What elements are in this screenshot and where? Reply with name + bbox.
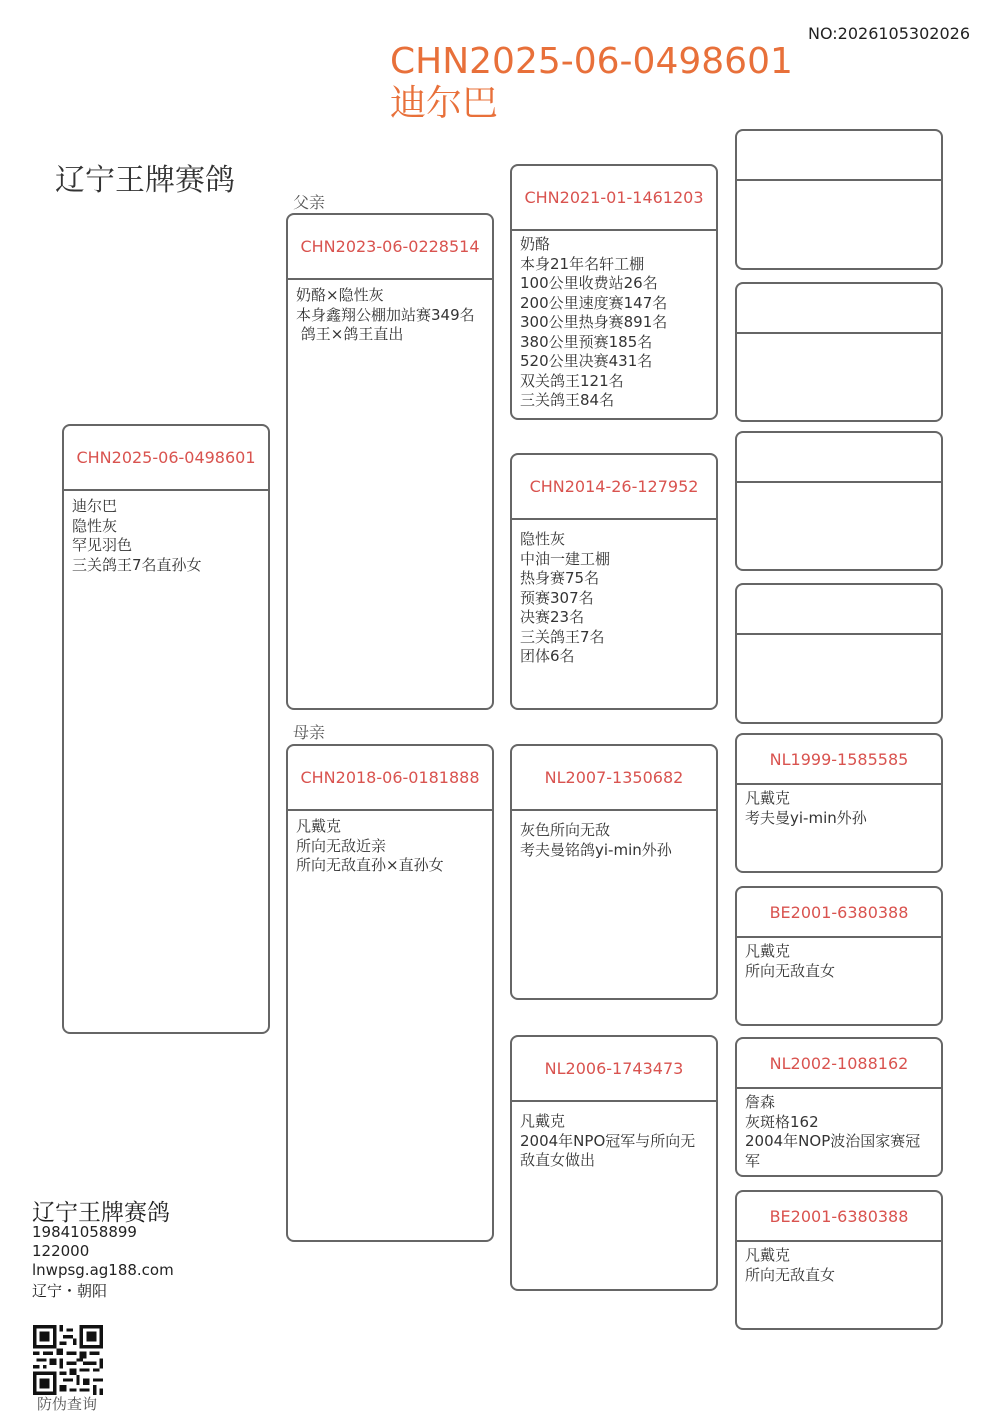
ring-number: CHN2018-06-0181888 (288, 746, 492, 811)
subject-name: 迪尔巴 (390, 83, 499, 124)
ring-number (737, 585, 941, 635)
ring-number: CHN2021-01-1461203 (512, 166, 716, 231)
card-notes: 凡戴克 所向无敌近亲 所向无敌直孙×直孙女 (296, 817, 444, 874)
ring-number: CHN2014-26-127952 (512, 455, 716, 520)
pedigree-card-sire (286, 213, 494, 710)
card-notes (737, 635, 941, 647)
pedigree-card-gen4-3 (735, 431, 943, 571)
footer-brand: 辽宁王牌赛鸽 (32, 1200, 170, 1226)
ring-number (737, 433, 941, 483)
footer-website[interactable]: lnwpsg.ag188.com (32, 1261, 174, 1279)
pedigree-card-dam-sire (510, 744, 718, 1000)
pedigree-card-gen4-5 (735, 733, 943, 873)
ring-number (737, 284, 941, 334)
pedigree-card-gen4-7 (735, 1037, 943, 1177)
pedigree-card-dam (286, 744, 494, 1242)
card-notes (737, 181, 941, 193)
card-notes: 詹森 灰斑格162 2004年NOP波治国家赛冠军 (745, 1093, 921, 1170)
card-notes: 奶酪 本身21年名轩工棚 100公里收费站26名 200公里速度赛147名 300公里热身赛891名 380公里预赛185名 520公里决赛431名 双关鸽王121名 三关鸽王84名 (520, 235, 668, 409)
footer-phone: 19841058899 (32, 1223, 137, 1241)
qr-caption: 防伪查询 (37, 1395, 98, 1413)
pedigree-card-dam-dam (510, 1035, 718, 1291)
pedigree-card-gen4-4 (735, 583, 943, 724)
document-number: NO:2026105302026 (807, 24, 970, 43)
card-notes (737, 334, 941, 346)
card-notes: 凡戴克 2004年NPO冠军与所向无敌直女做出 (520, 1112, 696, 1169)
ring-number (737, 131, 941, 181)
card-notes: 凡戴克 所向无敌直女 (745, 1246, 836, 1284)
pedigree-card-gen4-2 (735, 282, 943, 422)
ring-number: NL1999-1585585 (737, 735, 941, 785)
ring-number: CHN2023-06-0228514 (288, 215, 492, 280)
card-notes: 隐性灰 中油一建工棚 热身赛75名 预赛307名 决赛23名 三关鸽王7名 团体6名 (520, 530, 611, 665)
ring-number: NL2006-1743473 (512, 1037, 716, 1102)
pedigree-card-gen4-1 (735, 129, 943, 270)
footer-postcode: 122000 (32, 1242, 90, 1260)
subject-ring-number: CHN2025-06-0498601 (390, 41, 793, 82)
mother-label: 母亲 (293, 723, 326, 742)
ring-number: BE2001-6380388 (737, 888, 941, 938)
father-label: 父亲 (293, 193, 326, 212)
pedigree-card-gen4-8 (735, 1190, 943, 1330)
card-notes: 迪尔巴 隐性灰 罕见羽色 三关鸽王7名直孙女 (72, 497, 202, 574)
ring-number: BE2001-6380388 (737, 1192, 941, 1242)
pedigree-card-sire-dam (510, 453, 718, 710)
card-notes: 凡戴克 所向无敌直女 (745, 942, 836, 980)
ring-number: NL2002-1088162 (737, 1039, 941, 1089)
brand-title: 辽宁王牌赛鸽 (55, 163, 235, 198)
footer-location: 辽宁・朝阳 (32, 1282, 108, 1300)
card-notes (737, 483, 941, 495)
ring-number: NL2007-1350682 (512, 746, 716, 811)
qr-code-icon[interactable] (33, 1325, 103, 1395)
ring-number: CHN2025-06-0498601 (64, 426, 268, 491)
card-notes: 凡戴克 考夫曼yi-min外孙 (745, 789, 867, 827)
card-notes: 灰色所向无敌 考夫曼铭鸽yi-min外孙 (520, 821, 672, 859)
card-notes: 奶酪×隐性灰 本身鑫翔公棚加站赛349名 鸽王×鸽王直出 (296, 286, 475, 343)
pedigree-card-gen4-6 (735, 886, 943, 1026)
pedigree-card-sire-sire (510, 164, 718, 420)
pedigree-card-self (62, 424, 270, 1034)
